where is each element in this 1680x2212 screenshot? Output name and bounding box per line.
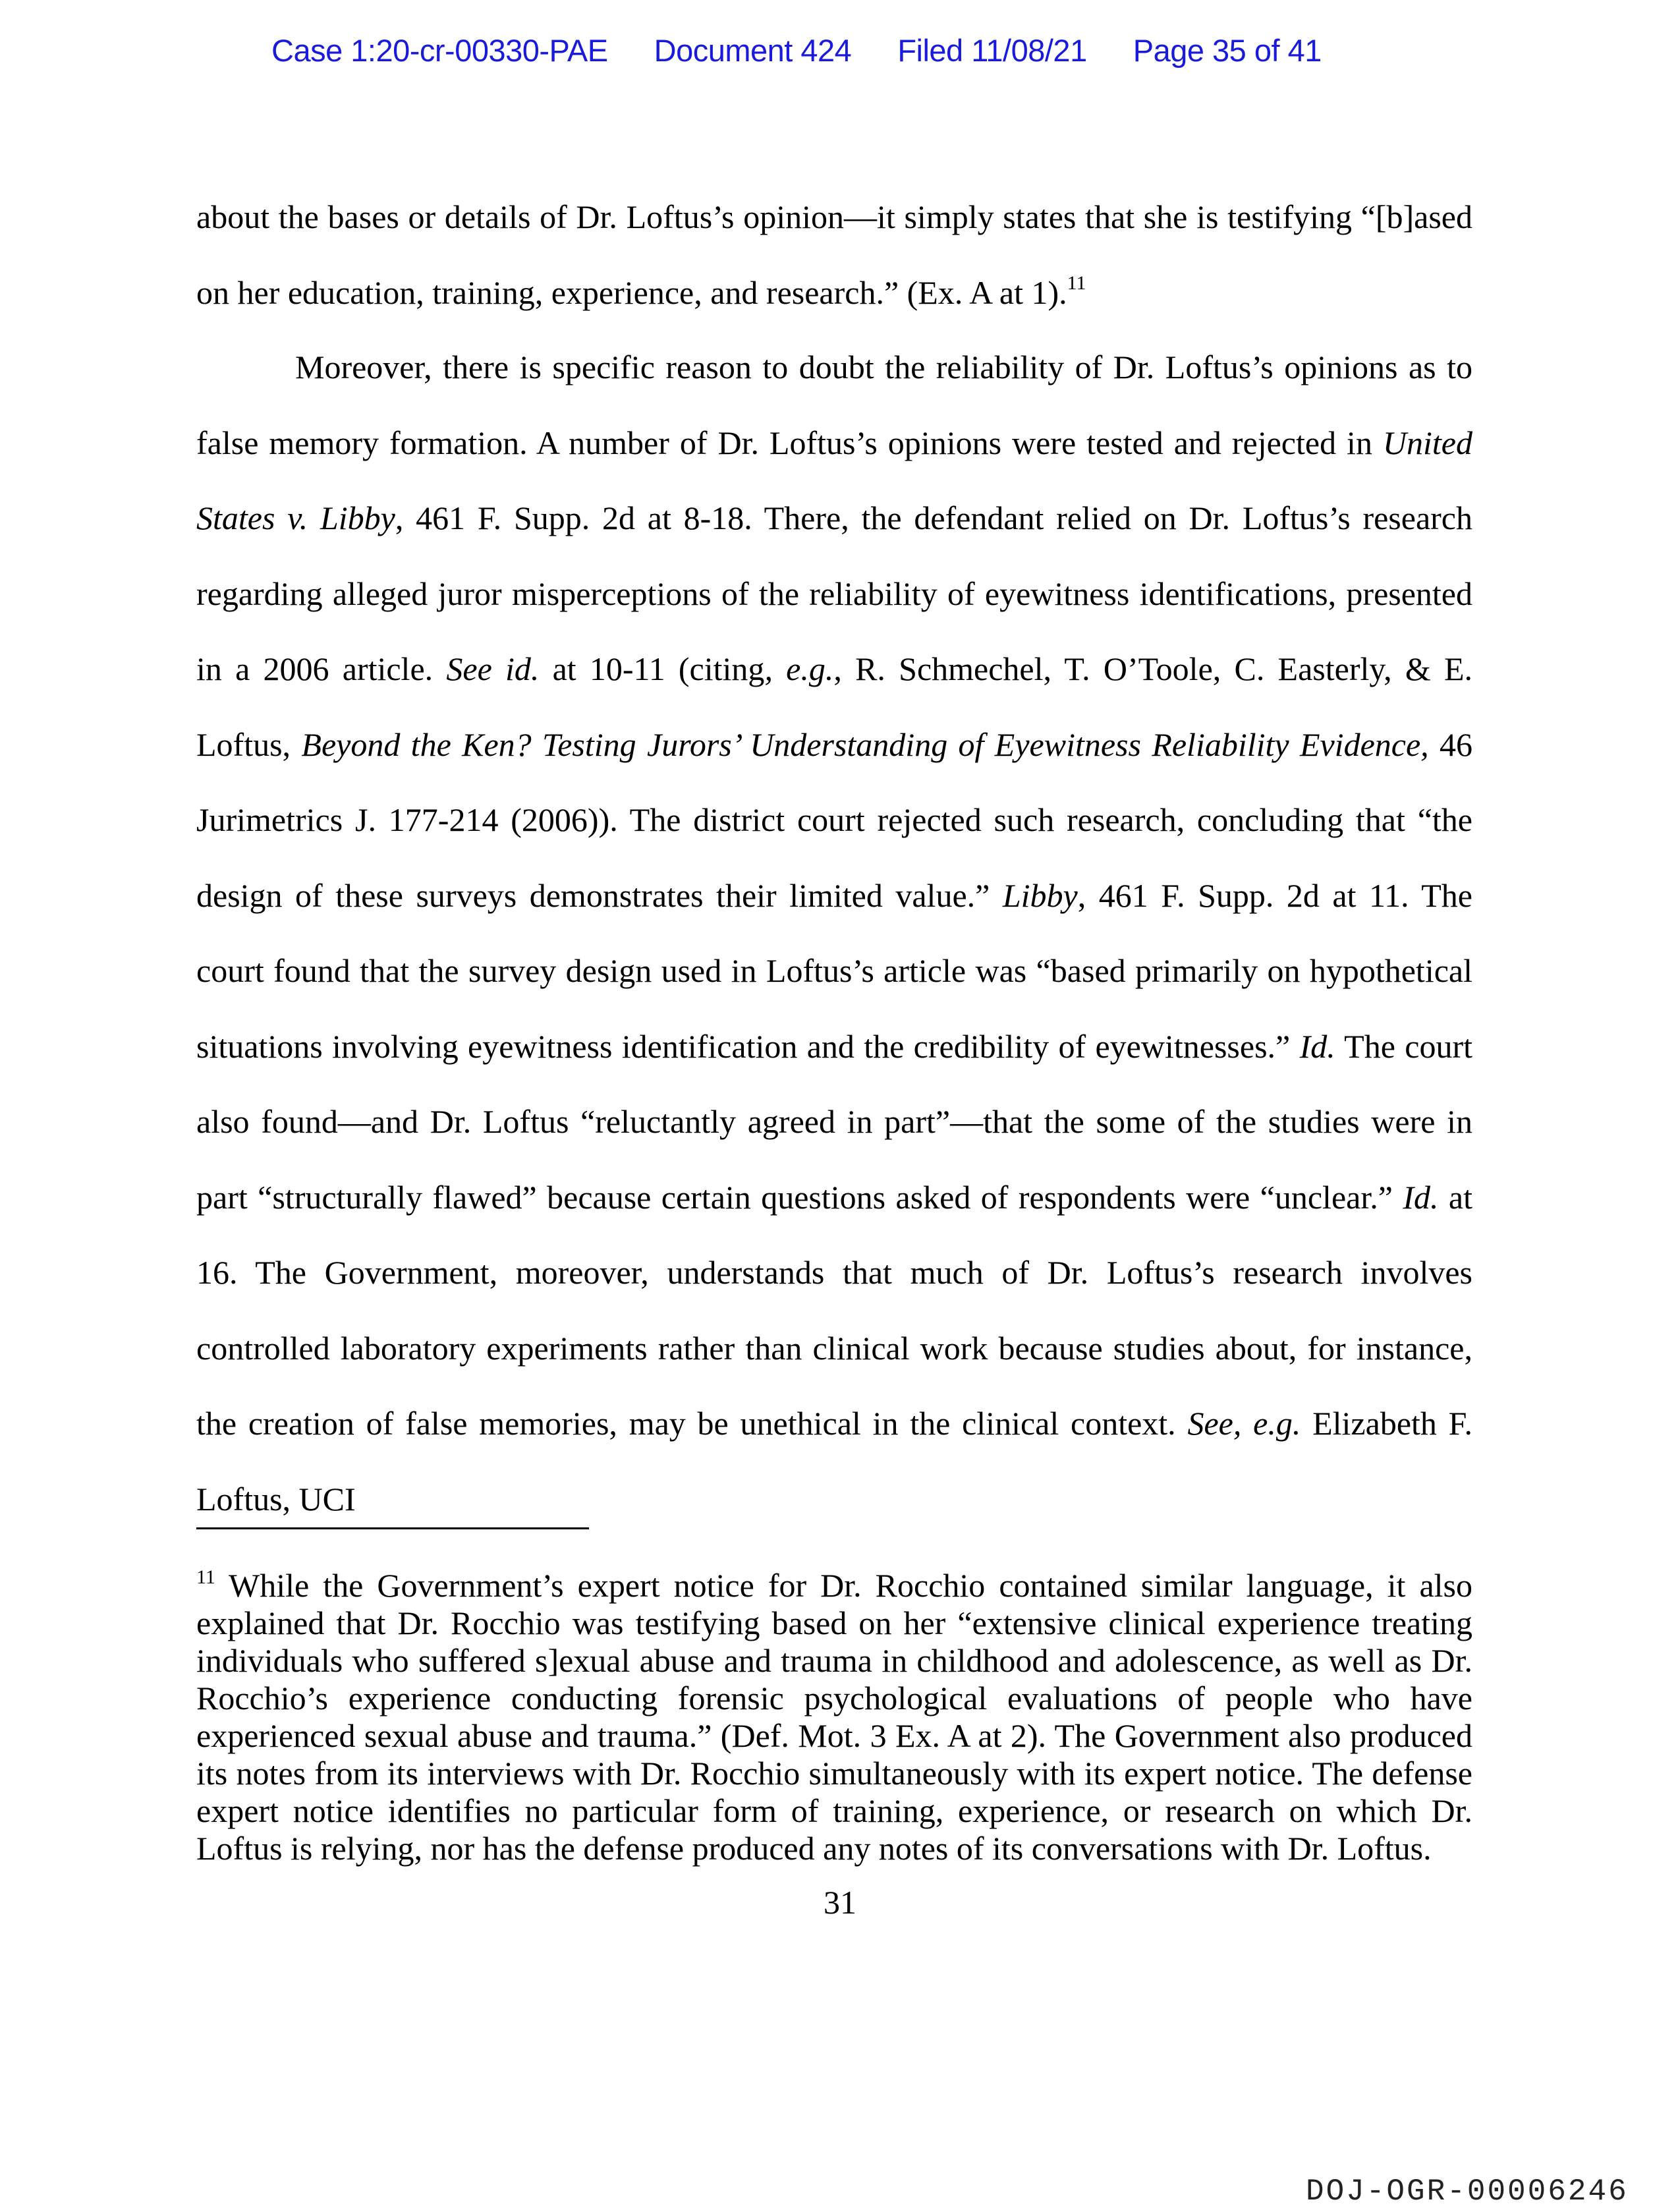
case-number: Case 1:20-cr-00330-PAE [271, 32, 608, 68]
article-title: Beyond the Ken? Testing Jurors’ Understanding of Eyewitness Reliability Evidence, [301, 725, 1429, 763]
text-run: 46 Jurimetrics J. 177-214 (2006)). The district court rejected such research, concluding that “the design of these surveys demonstrates their limited value.” [196, 725, 1473, 914]
document-number: Document 424 [654, 32, 852, 68]
text-run: , 461 F. Supp. 2d at 8-18. There, the defendant relied on Dr. Loftus’s research regarding alleged juror misperceptions of the reliability of eyewitness identifications, presented in a 2006 article. [196, 499, 1472, 687]
signal-citation: See id. [446, 650, 540, 687]
footnote-number: 11 [196, 1566, 215, 1588]
page-count: Page 35 of 41 [1133, 32, 1322, 68]
page-number: 31 [824, 1884, 856, 1921]
signal-citation: See, e.g. [1187, 1405, 1301, 1442]
text-run: The court also found—and Dr. Loftus “reluctantly agreed in part”—that the some of the studies were in part “structurally flawed” because certain questions asked of respondents were “unclear.” [196, 1027, 1472, 1216]
filed-date: Filed 11/08/21 [897, 32, 1087, 68]
ecf-filing-header [271, 29, 1431, 71]
footnote-reference: 11 [1067, 271, 1086, 294]
id-citation: Id. [1299, 1027, 1335, 1065]
text-run: at 10-11 (citing [539, 650, 765, 687]
paragraph-continuation [196, 179, 1472, 330]
id-citation: Id. [1403, 1178, 1439, 1216]
text-run: , R. Schmechel, T. O’Toole, C. Easterly, & E. Loftus, [196, 650, 1472, 763]
footnote-text: While the Government’s expert notice for Dr. Rocchio contained similar language, it also explained that Dr. Rocchio was testifying based on her “extensive clinical experience treating individuals who suffered s]exual abuse and trauma in childhood and adolescence, as well as Dr. Rocchio’s experience conducting forensic psychological evaluations of people who have experienced sexual abuse and trauma.” (Def. Mot. 3 Ex. A at 2). The Government also produced its notes from its interviews with Dr. Rocchio simultaneously with its expert notice. The defense expert notice identifies no particular form of training, experience, or research on which Dr. Loftus is relying, nor has the defense produced any notes of its conversations with Dr. Loftus. [196, 1567, 1472, 1867]
text-run: Elizabeth F. Loftus, UCI [196, 1405, 1472, 1517]
signal-citation: , e.g. [764, 650, 834, 687]
text-run: , 461 F. Supp. 2d at 11. The court found that the survey design used in Loftus’s article was “based primarily on hypothetical situations involving eyewitness identification and the credibility of eyewitnesses.” [196, 876, 1473, 1065]
paragraph-1-text: about the bases or details of Dr. Loftus’s opinion—it simply states that she is testifying “[b]ased on her education, training, experience, and research.” (Ex. A at 1). [196, 198, 1472, 311]
paragraph-libby [196, 329, 1472, 1537]
bates-number: DOJ-OGR-00006246 [1306, 2174, 1629, 2209]
text-run: at 16. The Government, moreover, understands that much of Dr. Loftus’s research involves controlled laboratory experiments rather than clinical work because studies about, for instance, the creation of false memories, may be unethical in the clinical context. [196, 1178, 1473, 1442]
text-run: Moreover, there is specific reason to doubt the reliability of Dr. Loftus’s opinions as to false memory formation. A number of Dr. Loftus’s opinions were tested and rejected in [196, 349, 1472, 461]
case-short-citation: Libby [1002, 876, 1078, 914]
case-citation: United States v. Libby [196, 424, 1472, 536]
footnote-separator [196, 1527, 589, 1529]
footnote-11 [196, 1567, 1472, 1867]
